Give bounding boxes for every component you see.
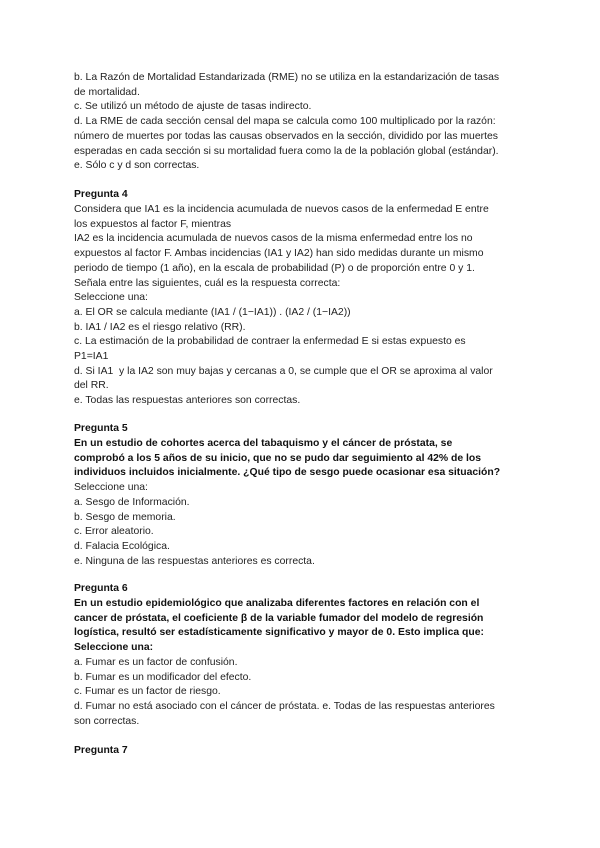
text-line: Seleccione una: — [74, 292, 148, 304]
option-e: e. Ninguna de las respuestas anteriores es correcta. — [74, 555, 315, 567]
option-a: a. Sesgo de Información. — [74, 496, 190, 508]
text-line: b. La Razón de Mortalidad Estandarizada (RME) no se utiliza en la estandarización de tasas — [74, 72, 500, 83]
text-line: c. Se utilizó un método de ajuste de tasas indirecto. — [74, 101, 312, 113]
text-line: número de muertes por todas las causas observados en la sección, dividido por las muertes — [74, 130, 498, 142]
question-text: En un estudio epidemiológico que analizaba diferentes factores en relación con el — [74, 598, 480, 609]
option-c: c. Error aleatorio. — [74, 526, 154, 538]
previous-question-options — [74, 71, 530, 174]
option-d-continued: del RR. — [74, 380, 109, 392]
option-c: c. Fumar es un factor de riesgo. — [74, 686, 221, 698]
option-d: d. Fumar no está asociado con el cáncer de próstata. e. Todas de las respuestas anteriores — [74, 700, 495, 712]
question-5-body — [74, 437, 530, 569]
question-text: En un estudio de cohortes acerca del tabaquismo y el cáncer de próstata, se — [74, 438, 453, 449]
option-b: b. IA1 / IA2 es el riesgo relativo (RR). — [74, 321, 246, 333]
text-line: expuestos al factor F. Ambas incidencias (IA1 y IA2) han sido medidas durante un mismo — [74, 248, 484, 260]
option-b: b. Fumar es un modificador del efecto. — [74, 671, 252, 683]
text-line: periodo de tiempo (1 año), en la escala de probabilidad (P) o de proporción entre 0 y 1. — [74, 262, 475, 274]
text-line: Considera que IA1 es la incidencia acumulada de nuevos casos de la enfermedad E entre — [74, 204, 489, 215]
option-d: d. Falacia Ecológica. — [74, 540, 170, 552]
text-line: IA2 es la incidencia acumulada de nuevos casos de la misma enfermedad entre los no — [74, 233, 473, 245]
option-d-continued: son correctas. — [74, 715, 140, 727]
question-4-body — [74, 203, 530, 409]
option-a: a. El OR se calcula mediante (IA1 / (1−IA1)) . (IA2 / (1−IA2)) — [74, 306, 351, 318]
question-text: logística, resultó ser estadísticamente significativo y mayor de 0. Esto implica que: — [74, 627, 484, 639]
question-text: individuos incluidos inicialmente. ¿Qué tipo de sesgo puede ocasionar esa situación? — [74, 467, 501, 479]
option-a: a. Fumar es un factor de confusión. — [74, 656, 238, 668]
option-d: d. Si IA1 y la IA2 son muy bajas y cercanas a 0, se cumple que el OR se aproxima al valor — [74, 365, 493, 377]
text-line: d. La RME de cada sección censal del mapa se calcula como 100 multiplicado por la razón: — [74, 116, 496, 128]
question-text: cancer de próstata, el coeficiente β de la variable fumador del modelo de regresión — [74, 612, 484, 624]
question-text: comprobó a los 5 años de su inicio, que no se pudo dar seguimiento al 42% de los — [74, 452, 482, 464]
text-line: Seleccione una: — [74, 482, 148, 494]
question-7-heading: Pregunta 7 — [74, 745, 128, 756]
question-6-body — [74, 597, 530, 729]
question-4-heading: Pregunta 4 — [74, 189, 128, 200]
option-e: e. Todas las respuestas anteriores son correctas. — [74, 395, 301, 407]
option-c-continued: P1=IA1 — [74, 351, 109, 363]
question-6-heading: Pregunta 6 — [74, 583, 128, 594]
question-5-heading: Pregunta 5 — [74, 423, 128, 434]
text-line: Señala entre las siguientes, cuál es la respuesta correcta: — [74, 277, 341, 289]
option-b: b. Sesgo de memoria. — [74, 511, 176, 523]
text-line: de mortalidad. — [74, 86, 140, 98]
option-c: c. La estimación de la probabilidad de contraer la enfermedad E si estas expuesto es — [74, 336, 466, 348]
text-line: los expuestos al factor F, mientras — [74, 218, 232, 230]
text-line: e. Sólo c y d son correctas. — [74, 160, 200, 172]
question-text: Seleccione una: — [74, 642, 154, 654]
text-line: esperadas en cada sección si su mortalidad fuera como la de la población global (estándar). — [74, 145, 499, 157]
